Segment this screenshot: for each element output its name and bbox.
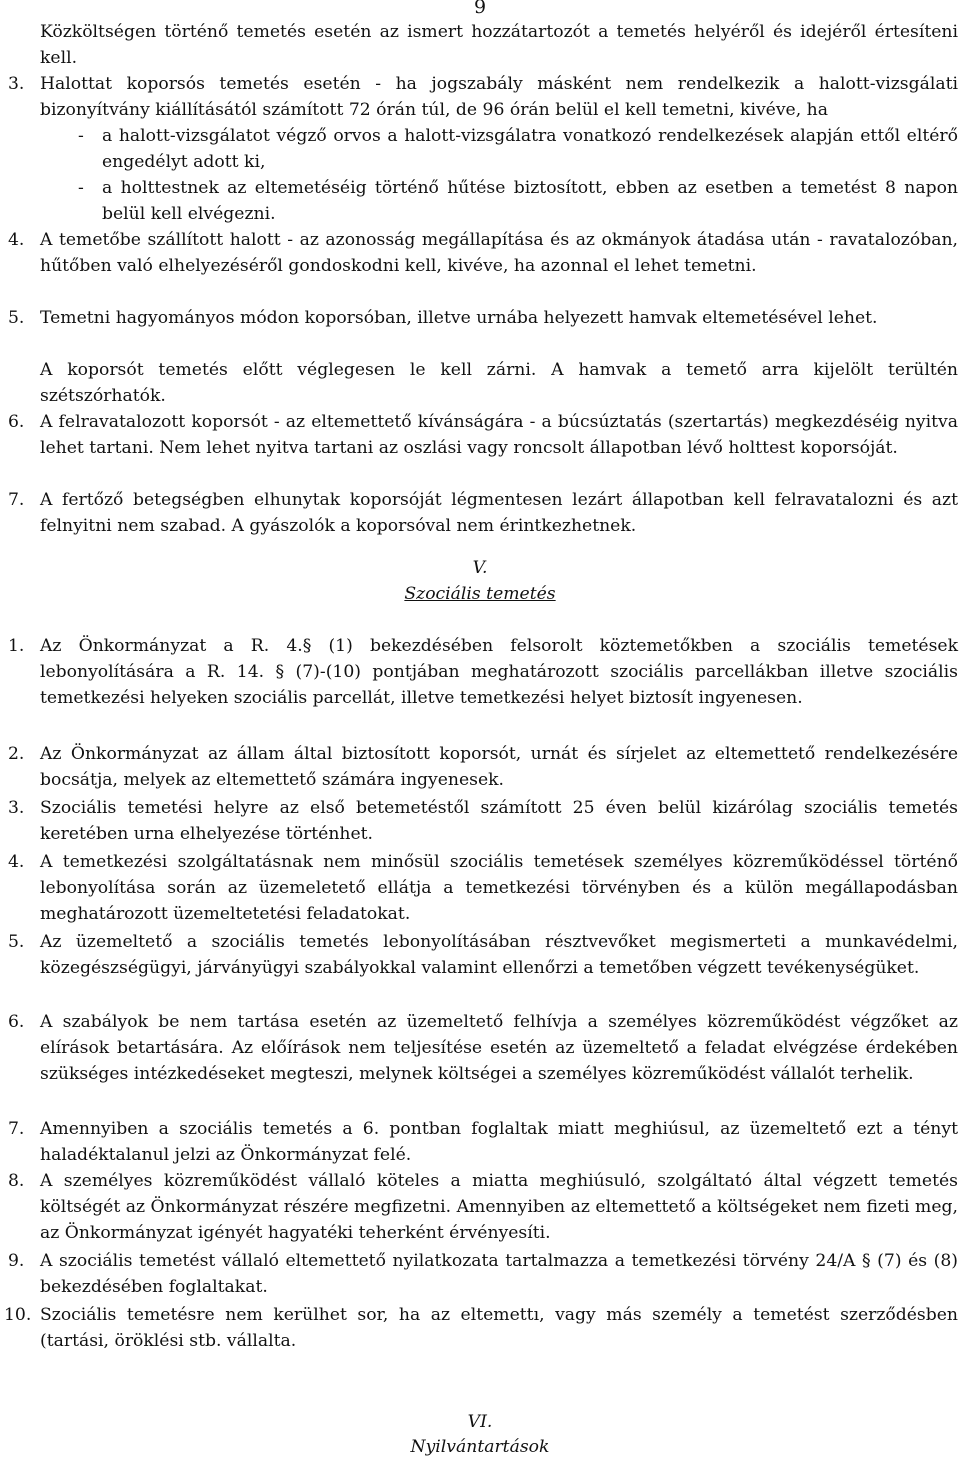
- item-text: Az üzemeltető a szociális temetés lebonyolításában résztvevőket megismerteti a munkavédelmi, közegészségügyi, járványügyi szabályokkal valamint ellenőrzi a temetőben végzett tevékenységüket.: [40, 932, 958, 978]
- item-number: 7.: [8, 1119, 25, 1139]
- item-text: A szabályok be nem tartása esetén az üzemeltető felhívja a személyes közreműködést végzőket az elírások betartására. Az előírások nem teljesítése esetén az üzemeltető a feladat elvégzése érdekében szükséges intézkedéseket megteszi, melynek költségei a személyes közreműködést vállalót terhelik.: [40, 1012, 958, 1084]
- item-number: 1.: [8, 636, 25, 656]
- item-number: 4.: [8, 230, 25, 250]
- item-text: Az Önkormányzat a R. 4.§ (1) bekezdésében felsorolt köztemetőkben a szociális temetések lebonyolítására a R. 14. § (7)-(10) pontjában meghatározott szociális parcellákban illetve szociális temetkezési helyeken szociális parcellát, illetve temetkezési helyet biztosít ingyenesen.: [40, 636, 958, 708]
- sub-item-text: a halott-vizsgálatot végző orvos a halott-vizsgálatra vonatkozó rendelkezések alapján ettől eltérő engedélyt adott ki,: [102, 126, 958, 172]
- section-vi-number: VI.: [467, 1412, 493, 1432]
- item-number: 6.: [8, 1012, 25, 1032]
- item-text: A szociális temetést vállaló eltemettető nyilatkozata tartalmazza a temetkezési törvény 24/A § (7) és (8) bekezdésében foglaltakat.: [40, 1251, 958, 1297]
- item-number: 3.: [8, 74, 25, 94]
- section-v-title: [0, 582, 960, 608]
- item-number: 5.: [8, 308, 25, 328]
- item-number: 10.: [4, 1305, 32, 1325]
- sub-item-text: a holttestnek az eltemetéséig történő hűtése biztosított, ebben az esetben a temetést 8 napon belül kell elvégezni.: [102, 178, 958, 224]
- intro-paragraph: Közköltségen történő temetés esetén az ismert hozzátartozót a temetés helyéről és idejéről értesíteni kell.: [40, 22, 958, 68]
- item-text: Halottat koporsós temetés esetén - ha jogszabály másként nem rendelkezik a halott-vizsgálati bizonyítvány kiállításától számított 72 órán túl, de 96 órán belül el kell temetni, kivéve, ha: [40, 74, 958, 120]
- item-text: A temetkezési szolgáltatásnak nem minősül szociális temetések személyes közreműködéssel történő lebonyolítása során az üzemeletető ellátja a temetkezési törvényben és a külön megállapodásban meghatározott üzemeltetetési feladatokat.: [40, 852, 958, 924]
- item-number: 9.: [8, 1251, 25, 1271]
- item-number: 3.: [8, 798, 25, 818]
- item-number: 4.: [8, 852, 25, 872]
- item-number: 6.: [8, 412, 25, 432]
- item-number: 2.: [8, 744, 25, 764]
- item-text: Az Önkormányzat az állam által biztosított koporsót, urnát és sírjelet az eltemettető rendelkezésére bocsátja, melyek az eltemettető számára ingyenesek.: [40, 744, 958, 790]
- sub-item-dash: -: [78, 126, 84, 146]
- item-text: A fertőző betegségben elhunytak koporsóját légmentesen lezárt állapotban kell felravatalozni és azt felnyitni nem szabad. A gyászolók a koporsóval nem érintkezhetnek.: [40, 490, 958, 536]
- item-text: Amennyiben a szociális temetés a 6. pontban foglaltak miatt meghiúsul, az üzemeltető ezt a tényt haladéktalanul jelzi az Önkormányzat felé.: [40, 1119, 958, 1165]
- item-number: 8.: [8, 1171, 25, 1191]
- item-text: Szociális temetésre nem kerülhet sor, ha az eltemettı, vagy más személy a temetést szerződésben (tartási, öröklési stb. vállalta.: [40, 1305, 958, 1351]
- section-v-title-text: Szociális temetés: [404, 584, 556, 604]
- item-text: Szociális temetési helyre az első betemetéstől számított 25 éven belül kizárólag szociális temetés keretében urna elhelyezése történhet.: [40, 798, 958, 844]
- item-text: A felravatalozott koporsót - az eltemettető kívánságára - a búcsúztatás (szertartás) megkezdéséig nyitva lehet tartani. Nem lehet nyitva tartani az oszlási vagy roncsolt állapotban lévő holttest koporsóját.: [40, 412, 958, 458]
- item-number: 7.: [8, 490, 25, 510]
- sub-item-dash: -: [78, 178, 84, 198]
- section-v-number: V.: [472, 558, 488, 578]
- section-vi-title: Nyilvántartások: [410, 1437, 550, 1457]
- item-text: A személyes közreműködést vállaló köteles a miatta meghiúsuló, szolgáltató által végzett temetés költségét az Önkormányzat részére megfizetni. Amennyiben az eltemettető a költségeket nem fizeti meg, az Önkormányzat igényét hagyatéki teherként érvényesíti.: [40, 1171, 958, 1243]
- item-text: Temetni hagyományos módon koporsóban, illetve urnába helyezett hamvak eltemetésével lehet.: [40, 308, 878, 328]
- page-number: 9: [473, 0, 487, 18]
- item-text-continuation: A koporsót temetés előtt véglegesen le kell zárni. A hamvak a temető arra kijelölt terültén szétszórhatók.: [40, 360, 958, 406]
- item-text: A temetőbe szállított halott - az azonosság megállapítása és az okmányok átadása után - ravatalozóban, hűtőben való elhelyezéséről gondoskodni kell, kivéve, ha azonnal el lehet temetni.: [40, 230, 958, 276]
- item-number: 5.: [8, 932, 25, 952]
